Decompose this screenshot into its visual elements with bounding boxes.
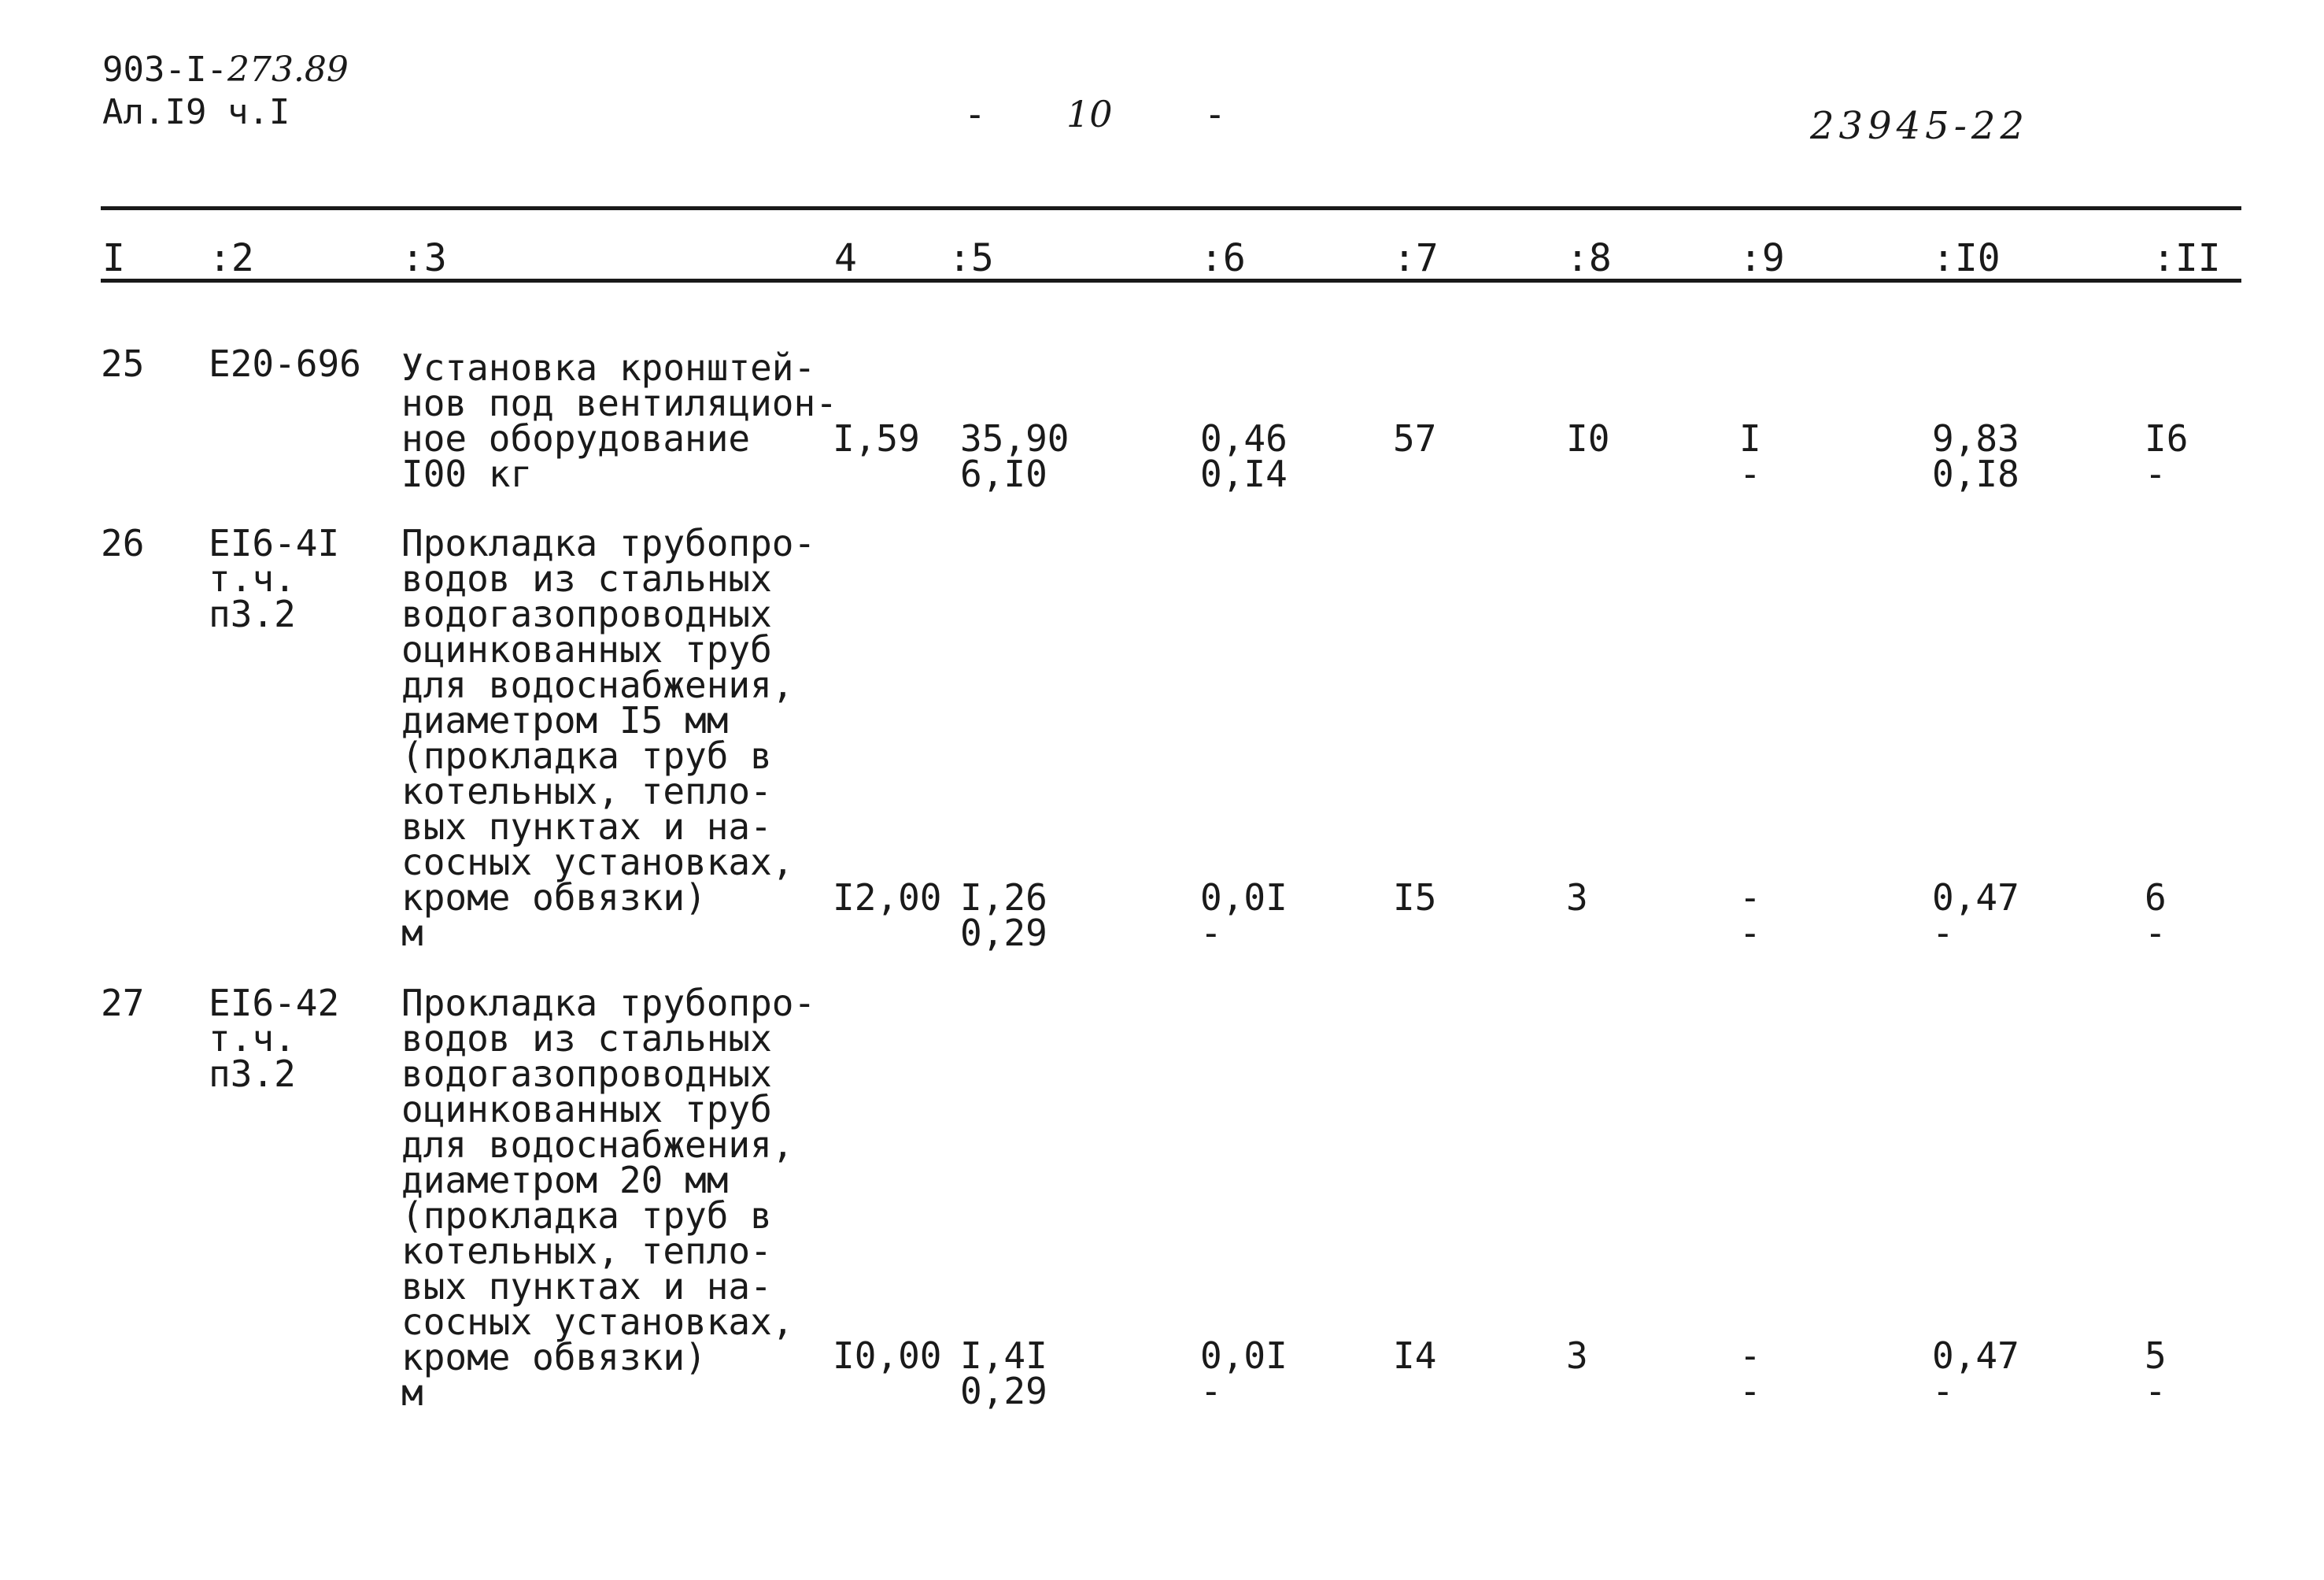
column-header: :3 <box>401 236 447 280</box>
row-number: 25 <box>101 342 145 385</box>
col9-values: - - <box>1739 1334 1761 1412</box>
quantity: I0,00 <box>833 1334 942 1377</box>
col5-values: I,4I 0,29 <box>960 1334 1047 1412</box>
col11-values: I6 - <box>2145 417 2189 495</box>
column-header: :II <box>2152 236 2221 280</box>
col7-value: I4 <box>1393 1334 1437 1377</box>
col6-values: 0,46 0,I4 <box>1200 417 1288 495</box>
col10-values: 0,47 - <box>1932 876 2019 954</box>
rate-code: EI6-4I т.ч. п3.2 <box>209 522 340 635</box>
rate-code: E20-696 <box>209 342 361 385</box>
column-header: :5 <box>948 236 994 280</box>
col5-values: I,26 0,29 <box>960 876 1047 954</box>
work-description: Установка кронштей- нов под вентиляцион- ное оборудование I00 кг <box>401 346 837 495</box>
document-code <box>102 49 349 91</box>
table-top-rule <box>101 206 2241 210</box>
column-header: :9 <box>1739 236 1785 280</box>
row-number: 26 <box>101 522 145 564</box>
col6-values: 0,0I - <box>1200 1334 1288 1412</box>
col8-value: 3 <box>1566 876 1588 919</box>
page-number-dash-left: - <box>964 93 986 135</box>
col6-values: 0,0I - <box>1200 876 1288 954</box>
col7-value: I5 <box>1393 876 1437 919</box>
column-header: I <box>102 236 125 280</box>
col10-values: 9,83 0,I8 <box>1932 417 2019 495</box>
row-number: 27 <box>101 982 145 1024</box>
column-header: 4 <box>834 236 857 280</box>
column-header: :8 <box>1566 236 1612 280</box>
column-header: :2 <box>209 236 254 280</box>
document-code-printed: 903-I- <box>102 50 227 90</box>
col10-values: 0,47 - <box>1932 1334 2019 1412</box>
work-description: Прокладка трубопро- водов из стальных водогазопроводных оцинкованных труб для водоснабжения, диаметром I5 мм (прокладка труб в котельных, тепло- вых пунктах и на- сосных установках, кроме обвязки) м <box>401 522 816 954</box>
col5-values: 35,90 6,I0 <box>960 417 1070 495</box>
col8-value: 3 <box>1566 1334 1588 1377</box>
column-header: :7 <box>1393 236 1439 280</box>
rate-code: EI6-42 т.ч. п3.2 <box>209 982 340 1095</box>
col8-value: I0 <box>1566 417 1610 460</box>
document-code-handwritten: 273.89 <box>227 50 349 90</box>
column-header: :6 <box>1200 236 1246 280</box>
page-number: 10 <box>1066 93 1113 135</box>
col11-values: 5 - <box>2145 1334 2167 1412</box>
quantity: I2,00 <box>833 876 942 919</box>
col7-value: 57 <box>1393 417 1437 460</box>
column-header: :I0 <box>1932 236 2001 280</box>
work-description: Прокладка трубопро- водов из стальных водогазопроводных оцинкованных труб для водоснабжения, диаметром 20 мм (прокладка труб в котельных, тепло- вых пунктах и на- сосных установках, кроме обвязки) м <box>401 982 816 1414</box>
album-line: Ал.I9 ч.I <box>102 92 290 132</box>
col9-values: - - <box>1739 876 1761 954</box>
quantity: I,59 <box>833 417 920 460</box>
col9-values: I - <box>1739 417 1761 495</box>
page-number-dash-right: - <box>1204 93 1226 135</box>
inventory-number: 23945-22 <box>1810 104 2029 148</box>
col11-values: 6 - <box>2145 876 2167 954</box>
